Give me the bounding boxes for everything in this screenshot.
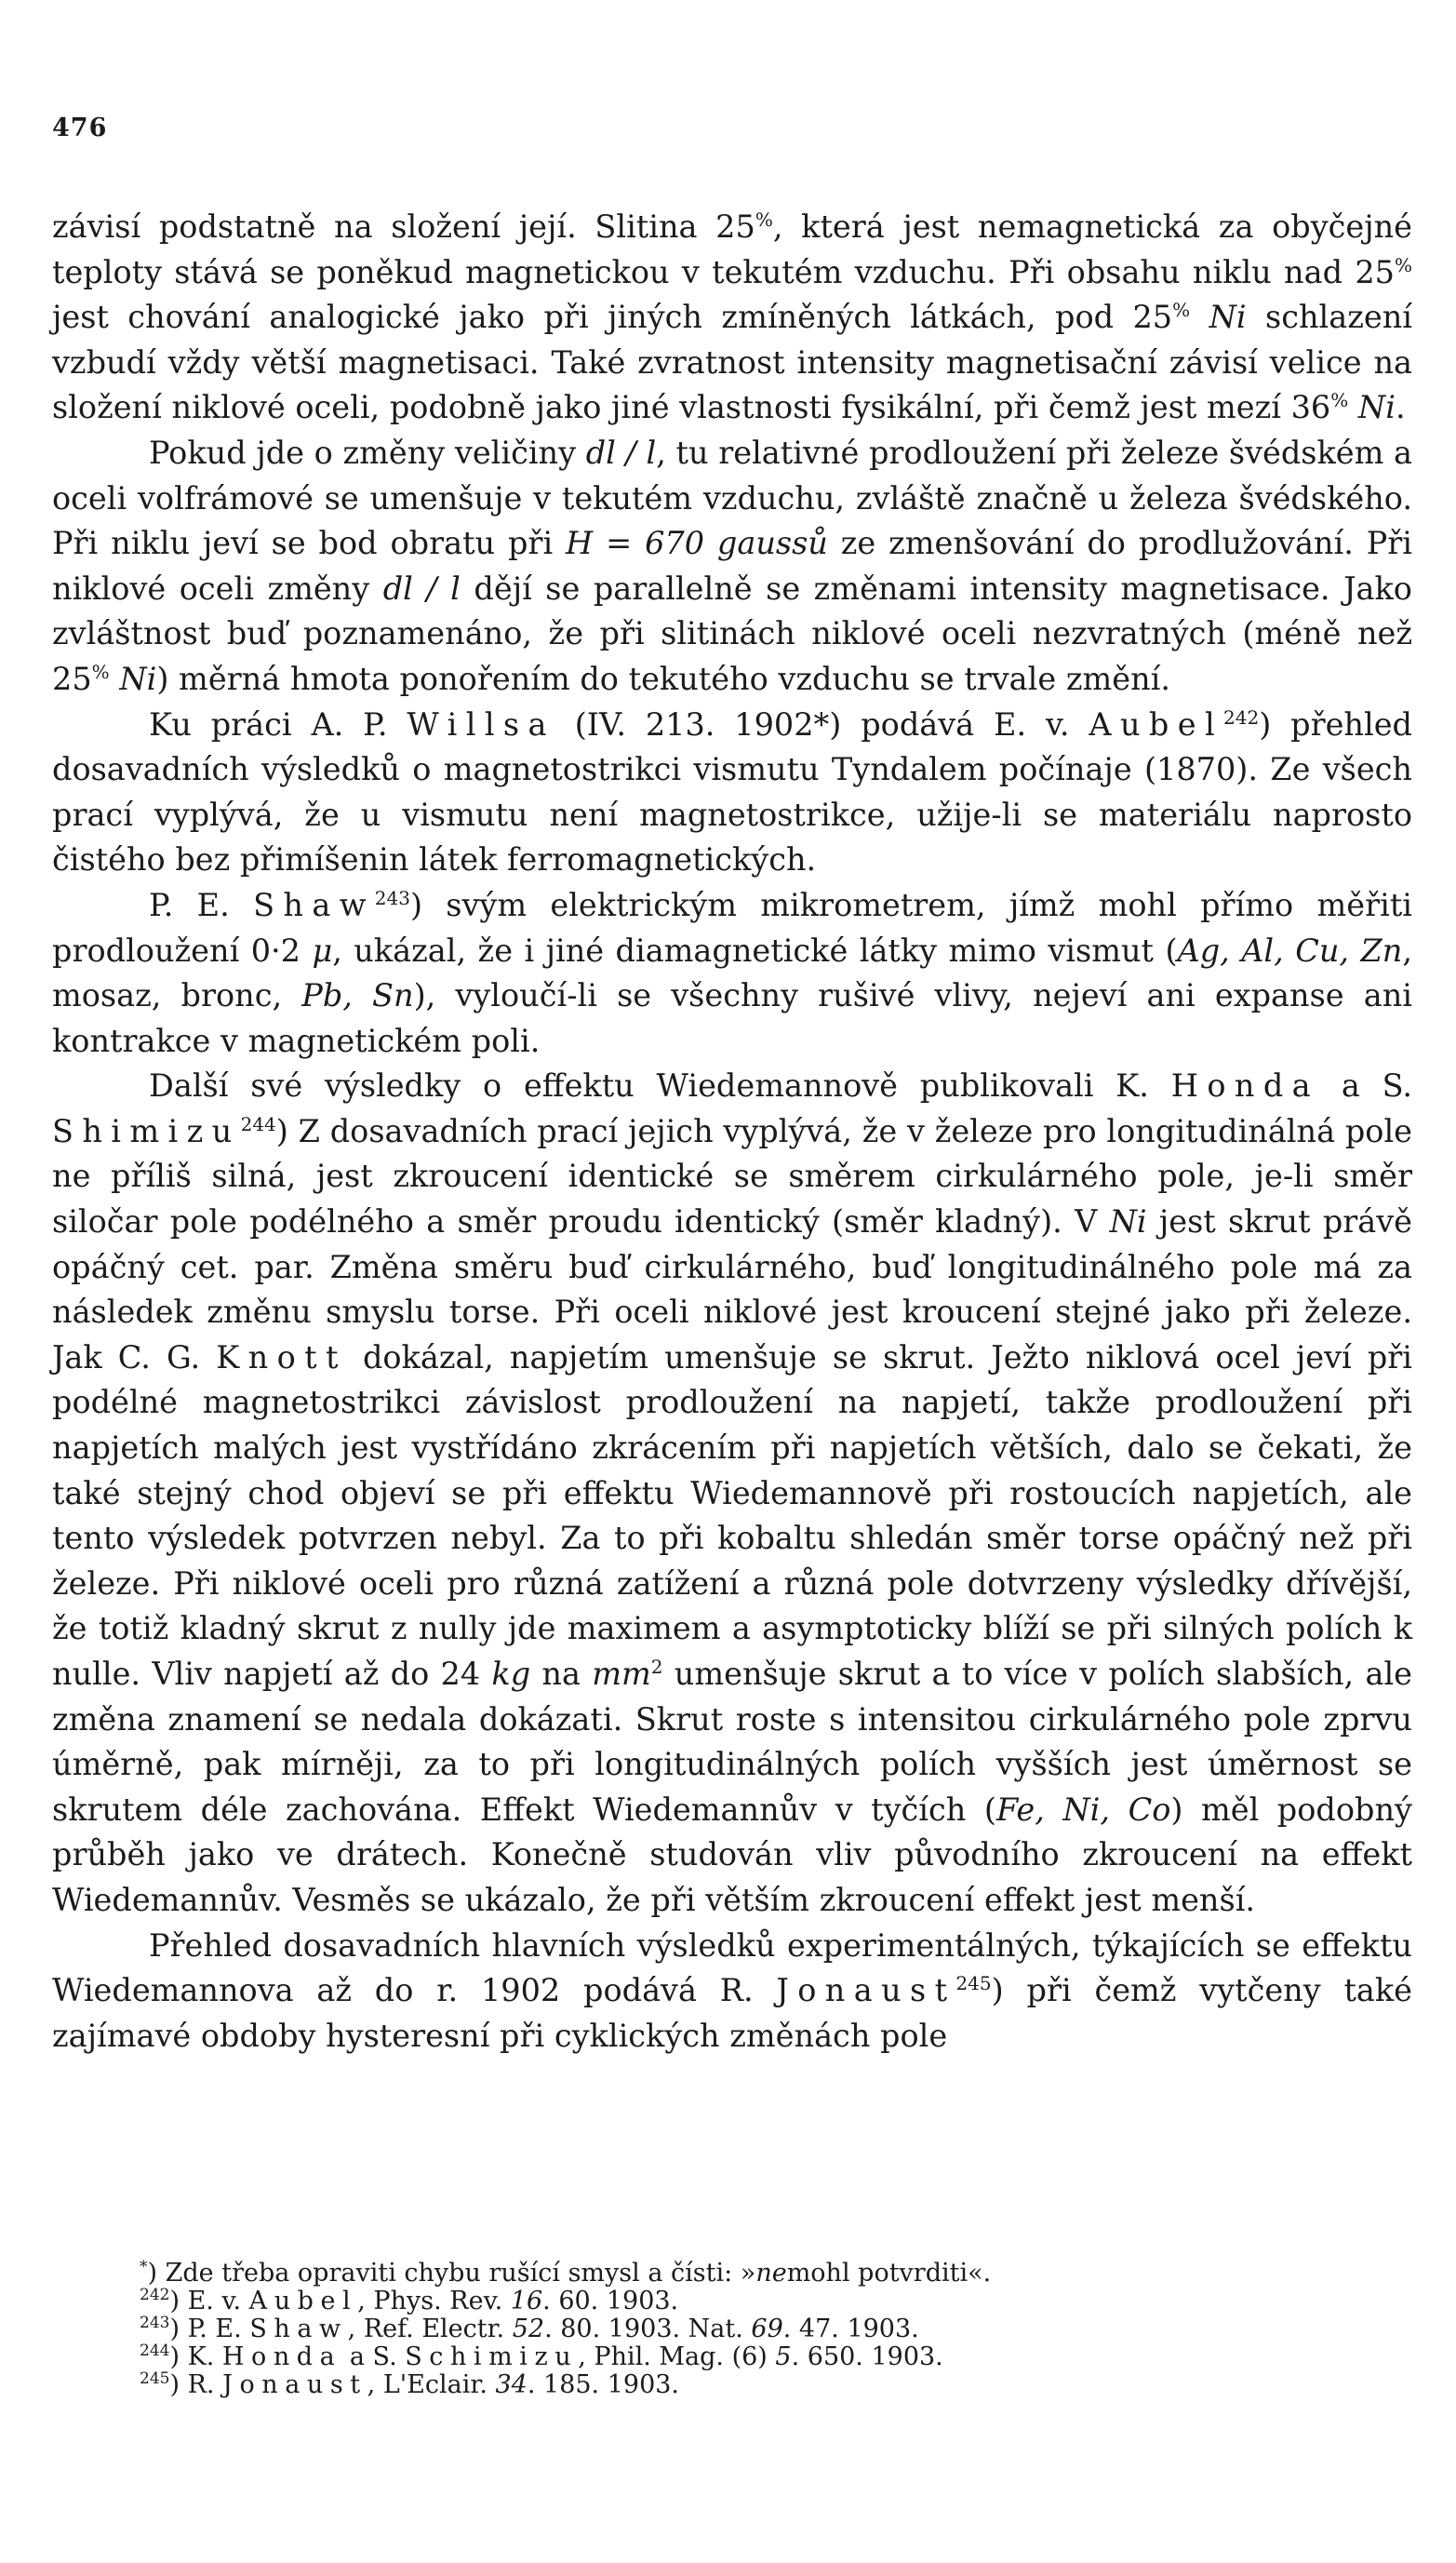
page-number: 476 — [52, 114, 108, 142]
footnote: $^{242}$) E. v. Aubel, Phys. Rev. 16. 60. 1903. — [140, 2286, 679, 2315]
footnote: $^{245}$) R. Jonaust, L'Eclair. 34. 185. 1903. — [140, 2369, 680, 2399]
body-text — [52, 205, 1412, 2059]
footnotes — [140, 2260, 1423, 2399]
paragraph-5: Další své výsledky o effektu Wiedemannově publikovali K. Honda a S. Shimizu$^{244}$) Z dosavadních prací jejich vyplývá, že v železe pro longitudinálná pole ne příliš silná, jest zkroucení identické se směrem cirkulárného pole, je-li směr siločar pole podélného a směr proudu identický (směr kladný). V Ni jest skrut právě opáčný cet. par. Změna směru buď cirkulárného, buď longitudinálného pole má za následek změnu smyslu torse. Při oceli niklové jest kroucení stejné jako při železe. Jak C. G. Knott dokázal, napjetím umenšuje se skrut. Ježto niklová ocel jeví při podélné magnetostrikci závislost prodloužení na napjetí, takže prodloužení při napjetích malých jest vystřídáno zkrácením při napjetích větších, dalo se čekati, že také stejný chod objeví se při effektu Wiedemannově při rostoucích napjetích, ale tento výsledek potvrzen nebyl. Za to při kobaltu shledán směr torse opáčný než při železe. Při niklové oceli pro různá zatížení a různá pole dotvrzeny výsledky dřívější, že totiž kladný skrut z nully jde maximem a asymptoticky blíží se při silných polích k nulle. Vliv napjetí až do 24 kg na $mm^2$ umenšuje skrut a to více v polích slabších, ale změna znamení se nedala dokázati. Skrut roste s intensitou cirkulárného pole zprvu úměrně, pak mírněji, za to při longitudinálných polích vyšších jest úměrnost se skrutem déle zachována. Effekt Wiedemannův v tyčích (Fe, Ni, Co) měl podobný průběh jako ve drátech. Konečně studován vliv původního zkroucení na effekt Wiedemannův. Vesměs se ukázalo, že při větším zkroucení effekt jest menší. — [52, 1067, 1412, 1918]
footnote: $^{244}$) K. Honda a S. Schimizu, Phil. Mag. (6) 5. 650. 1903. — [140, 2342, 943, 2371]
paragraph-3: Ku práci A. P. Willsa (IV. 213. 1902*) podává E. v. Aubel$^{242}$) přehled dosavadních výsledků o magnetostrikci vismutu Tyndalem počínaje (1870). Ze všech prací vyplývá, že u vismutu není magnetostrikce, užije-li se materiálu naprosto čistého bez přimíšenin látek ferromagnetických. — [52, 705, 1412, 879]
paragraph-1: závisí podstatně na složení její. Slitina 25%, která jest nemagnetická za obyčejné teploty stává se poněkud magnetickou v tekutém vzduchu. Při obsahu niklu nad 25% jest chování analogické jako při jiných zmíněných látkách, pod 25% Ni schlazení vzbudí vždy větší magnetisaci. Také zvratnost intensity magnetisační závisí velice na složení niklové oceli, podobně jako jiné vlastnosti fysikální, při čemž jest mezí 36% Ni. — [52, 208, 1412, 426]
footnote: *) Zde třeba opraviti chybu rušící smysl a čísti: »nemohl potvrditi«. — [140, 2258, 992, 2288]
paragraph-2: Pokud jde o změny veličiny dl / l, tu relativné prodloužení při železe švédském a oceli volfrámové se umenšuje v tekutém vzduchu, zvláště značně u železa švédského. Při niklu jeví se bod obratu při H = 670 gaussů ze zmenšování do prodlužování. Při niklové oceli změny dl / l dějí se parallelně se změnami intensity magnetisace. Jako zvláštnost buď poznamenáno, že při slitinách niklové oceli nezvratných (méně než 25% Ni) měrná hmota ponořením do tekutého vzduchu se trvale změní. — [52, 434, 1413, 697]
footnote: $^{243}$) P. E. Shaw, Ref. Electr. 52. 80. 1903. Nat. 69. 47. 1903. — [140, 2314, 919, 2343]
paragraph-4: P. E. Shaw$^{243}$) svým elektrickým mikrometrem, jímž mohl přímo měřiti prodloužení 0·2 μ, ukázal, že i jiné diamagnetické látky mimo vismut (Ag, Al, Cu, Zn, mosaz, bronc, Pb, Sn), vyloučí-li se všechny rušivé vlivy, nejeví ani expanse ani kontrakce v magnetickém poli. — [52, 886, 1413, 1059]
paragraph-6: Přehled dosavadních hlavních výsledků experimentálných, týkajících se effektu Wiedemannova až do r. 1902 podává R. Jonaust$^{245}$) při čemž vytčeny také zajímavé obdoby hysteresní při cyklických změnách pole — [52, 1926, 1412, 2054]
